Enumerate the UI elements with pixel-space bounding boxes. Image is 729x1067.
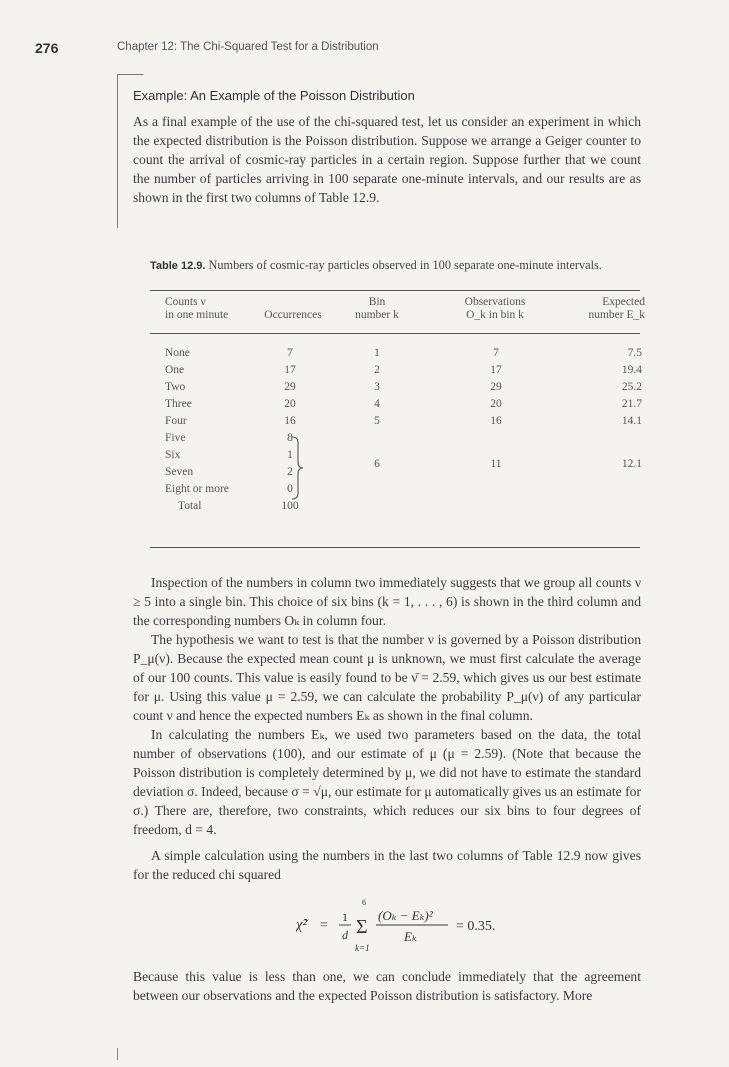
- cell-counts: One: [165, 364, 185, 376]
- cell-occurrences: 20: [284, 398, 296, 410]
- cell-bin: 1: [374, 347, 380, 359]
- cell-counts: Three: [165, 398, 192, 410]
- paragraph-constraints: In calculating the numbers Eₖ, we used two parameters based on the data, the total number of observations (100), and our estimate of μ (μ = 2.59). (Note that because the Poisson distribution is completely determined by μ, we did not have to estimate the standard deviation σ. Indeed, because σ = √μ, our estimate for μ automatically gives us an estimate for σ.) There are, therefore, two constraints, which reduces our six bins to four degrees of freedom, d = 4.: [133, 727, 641, 837]
- header-occurrences: Occurrences: [264, 309, 322, 321]
- header-expected-line2: number E_k: [588, 309, 645, 321]
- table-label: Table 12.9.: [150, 260, 206, 272]
- cell-expected: 25.2: [621, 381, 642, 393]
- cell-counts: Eight or more: [165, 483, 229, 495]
- formula-sum-lower: k=1: [355, 943, 370, 953]
- reduced-chi-squared-formula: [296, 895, 496, 959]
- cell-counts: None: [165, 347, 190, 359]
- cell-expected: 19.4: [621, 364, 642, 376]
- paragraph-hypothesis: The hypothesis we want to test is that the number ν is governed by a Poisson distribution P_μ(ν). Because the expected mean count μ is unknown, we must first calculate the average of our 100 counts. This value is easily found to be ν̄ = 2.59, which gives us our best estimate for μ. Using this value μ = 2.59, we can calculate the probability P_μ(ν) of any particular count ν and hence the expected numbers Eₖ as shown in the final column.: [133, 632, 641, 723]
- cell-occurrences: 0: [287, 483, 293, 495]
- table-top-rule: [150, 290, 640, 291]
- cell-occurrences: 17: [284, 364, 296, 376]
- cell-occurrences: 29: [284, 381, 296, 393]
- header-counts-line2: in one minute: [165, 309, 229, 321]
- formula-equals: =: [320, 918, 328, 933]
- cell-occurrences: 2: [287, 466, 293, 478]
- formula-sum-upper: 6: [362, 898, 366, 907]
- cell-bin: 3: [374, 381, 380, 393]
- cell-expected: 14.1: [621, 415, 642, 427]
- grouping-brace-icon: [290, 435, 304, 501]
- cell-observations: 7: [493, 347, 499, 359]
- table-bottom-rule: [150, 547, 640, 548]
- formula-one: 1: [342, 910, 348, 924]
- header-counts-line1: Counts ν: [165, 296, 206, 308]
- example-bracket-horizontal: [117, 74, 143, 75]
- cell-observations-grouped: 11: [490, 458, 502, 470]
- cell-counts: Four: [165, 415, 187, 427]
- header-observations: [445, 296, 545, 322]
- chapter-title: Chapter 12: The Chi-Squared Test for a Distribution: [117, 41, 379, 53]
- cell-occurrences: 7: [287, 347, 293, 359]
- cell-counts: Five: [165, 432, 186, 444]
- formula-numerator: (Oₖ − Eₖ)²: [378, 908, 433, 923]
- table-caption-text: Numbers of cosmic-ray particles observed in 100 separate one-minute intervals.: [208, 258, 602, 272]
- margin-mark: [117, 1048, 118, 1060]
- header-expected-line1: Expected: [602, 296, 645, 308]
- cell-occurrences: 8: [287, 432, 293, 444]
- header-observations-line2: O_k in bin k: [466, 309, 524, 321]
- formula-lhs: χ̃²: [296, 917, 308, 933]
- header-observations-line1: Observations: [464, 296, 526, 308]
- example-heading: Example: An Example of the Poisson Distribution: [133, 88, 415, 103]
- cell-counts: Seven: [165, 466, 194, 478]
- header-bin-line2: number k: [355, 309, 399, 321]
- formula-denominator: Eₖ: [404, 929, 417, 944]
- cell-bin: 2: [374, 364, 380, 376]
- cell-expected: 21.7: [621, 398, 642, 410]
- cell-occurrences: 16: [284, 415, 296, 427]
- table-header-rule: [150, 333, 640, 334]
- cell-observations: 16: [490, 415, 502, 427]
- paragraph-grouping: Inspection of the numbers in column two immediately suggests that we group all counts ν ≥ 5 into a single bin. This choice of six bins (k = 1, . . . , 6) is shown in the third column and the corresponding numbers Oₖ in column four.: [133, 575, 641, 628]
- cell-total-occurrences: 100: [281, 500, 299, 512]
- example-bracket-vertical: [117, 74, 118, 228]
- cell-expected: 7.5: [627, 347, 642, 359]
- formula-result: = 0.35.: [456, 919, 496, 934]
- cell-expected-grouped: 12.1: [621, 458, 642, 470]
- page-number: 276: [35, 40, 59, 56]
- cell-bin: 4: [374, 398, 380, 410]
- cell-counts: Six: [165, 449, 181, 461]
- cell-observations: 17: [490, 364, 502, 376]
- cell-total-label: Total: [178, 500, 202, 512]
- running-head: [0, 40, 729, 58]
- paragraph-conclusion: Because this value is less than one, we can conclude immediately that the agreement between our observations and the expected Poisson distribution is satisfactory. More: [133, 969, 641, 1003]
- formula-d: d: [342, 928, 348, 942]
- cell-observations: 29: [490, 381, 502, 393]
- cell-bin-grouped: 6: [374, 458, 380, 470]
- header-bin-line1: Bin: [368, 296, 386, 308]
- header-bin: [342, 296, 412, 322]
- cell-bin: 5: [374, 415, 380, 427]
- header-expected: [565, 296, 645, 322]
- intro-paragraph: As a final example of the use of the chi-squared test, let us consider an experiment in which the expected distribution is the Poisson distribution. Suppose we arrange a Geiger counter to count the arrival of cosmic-ray particles in a certain region. Suppose further that we count the number of particles arriving in 100 separate one-minute intervals, and our results are as shown in the first two columns of Table 12.9.: [133, 114, 641, 205]
- formula-sum-symbol: Σ: [356, 916, 368, 938]
- paragraph-calculation: A simple calculation using the numbers in the last two columns of Table 12.9 now gives for the reduced chi squared: [133, 848, 641, 882]
- cell-counts: Two: [165, 381, 186, 393]
- cell-occurrences: 1: [287, 449, 293, 461]
- cell-observations: 20: [490, 398, 502, 410]
- table-caption: [150, 258, 640, 274]
